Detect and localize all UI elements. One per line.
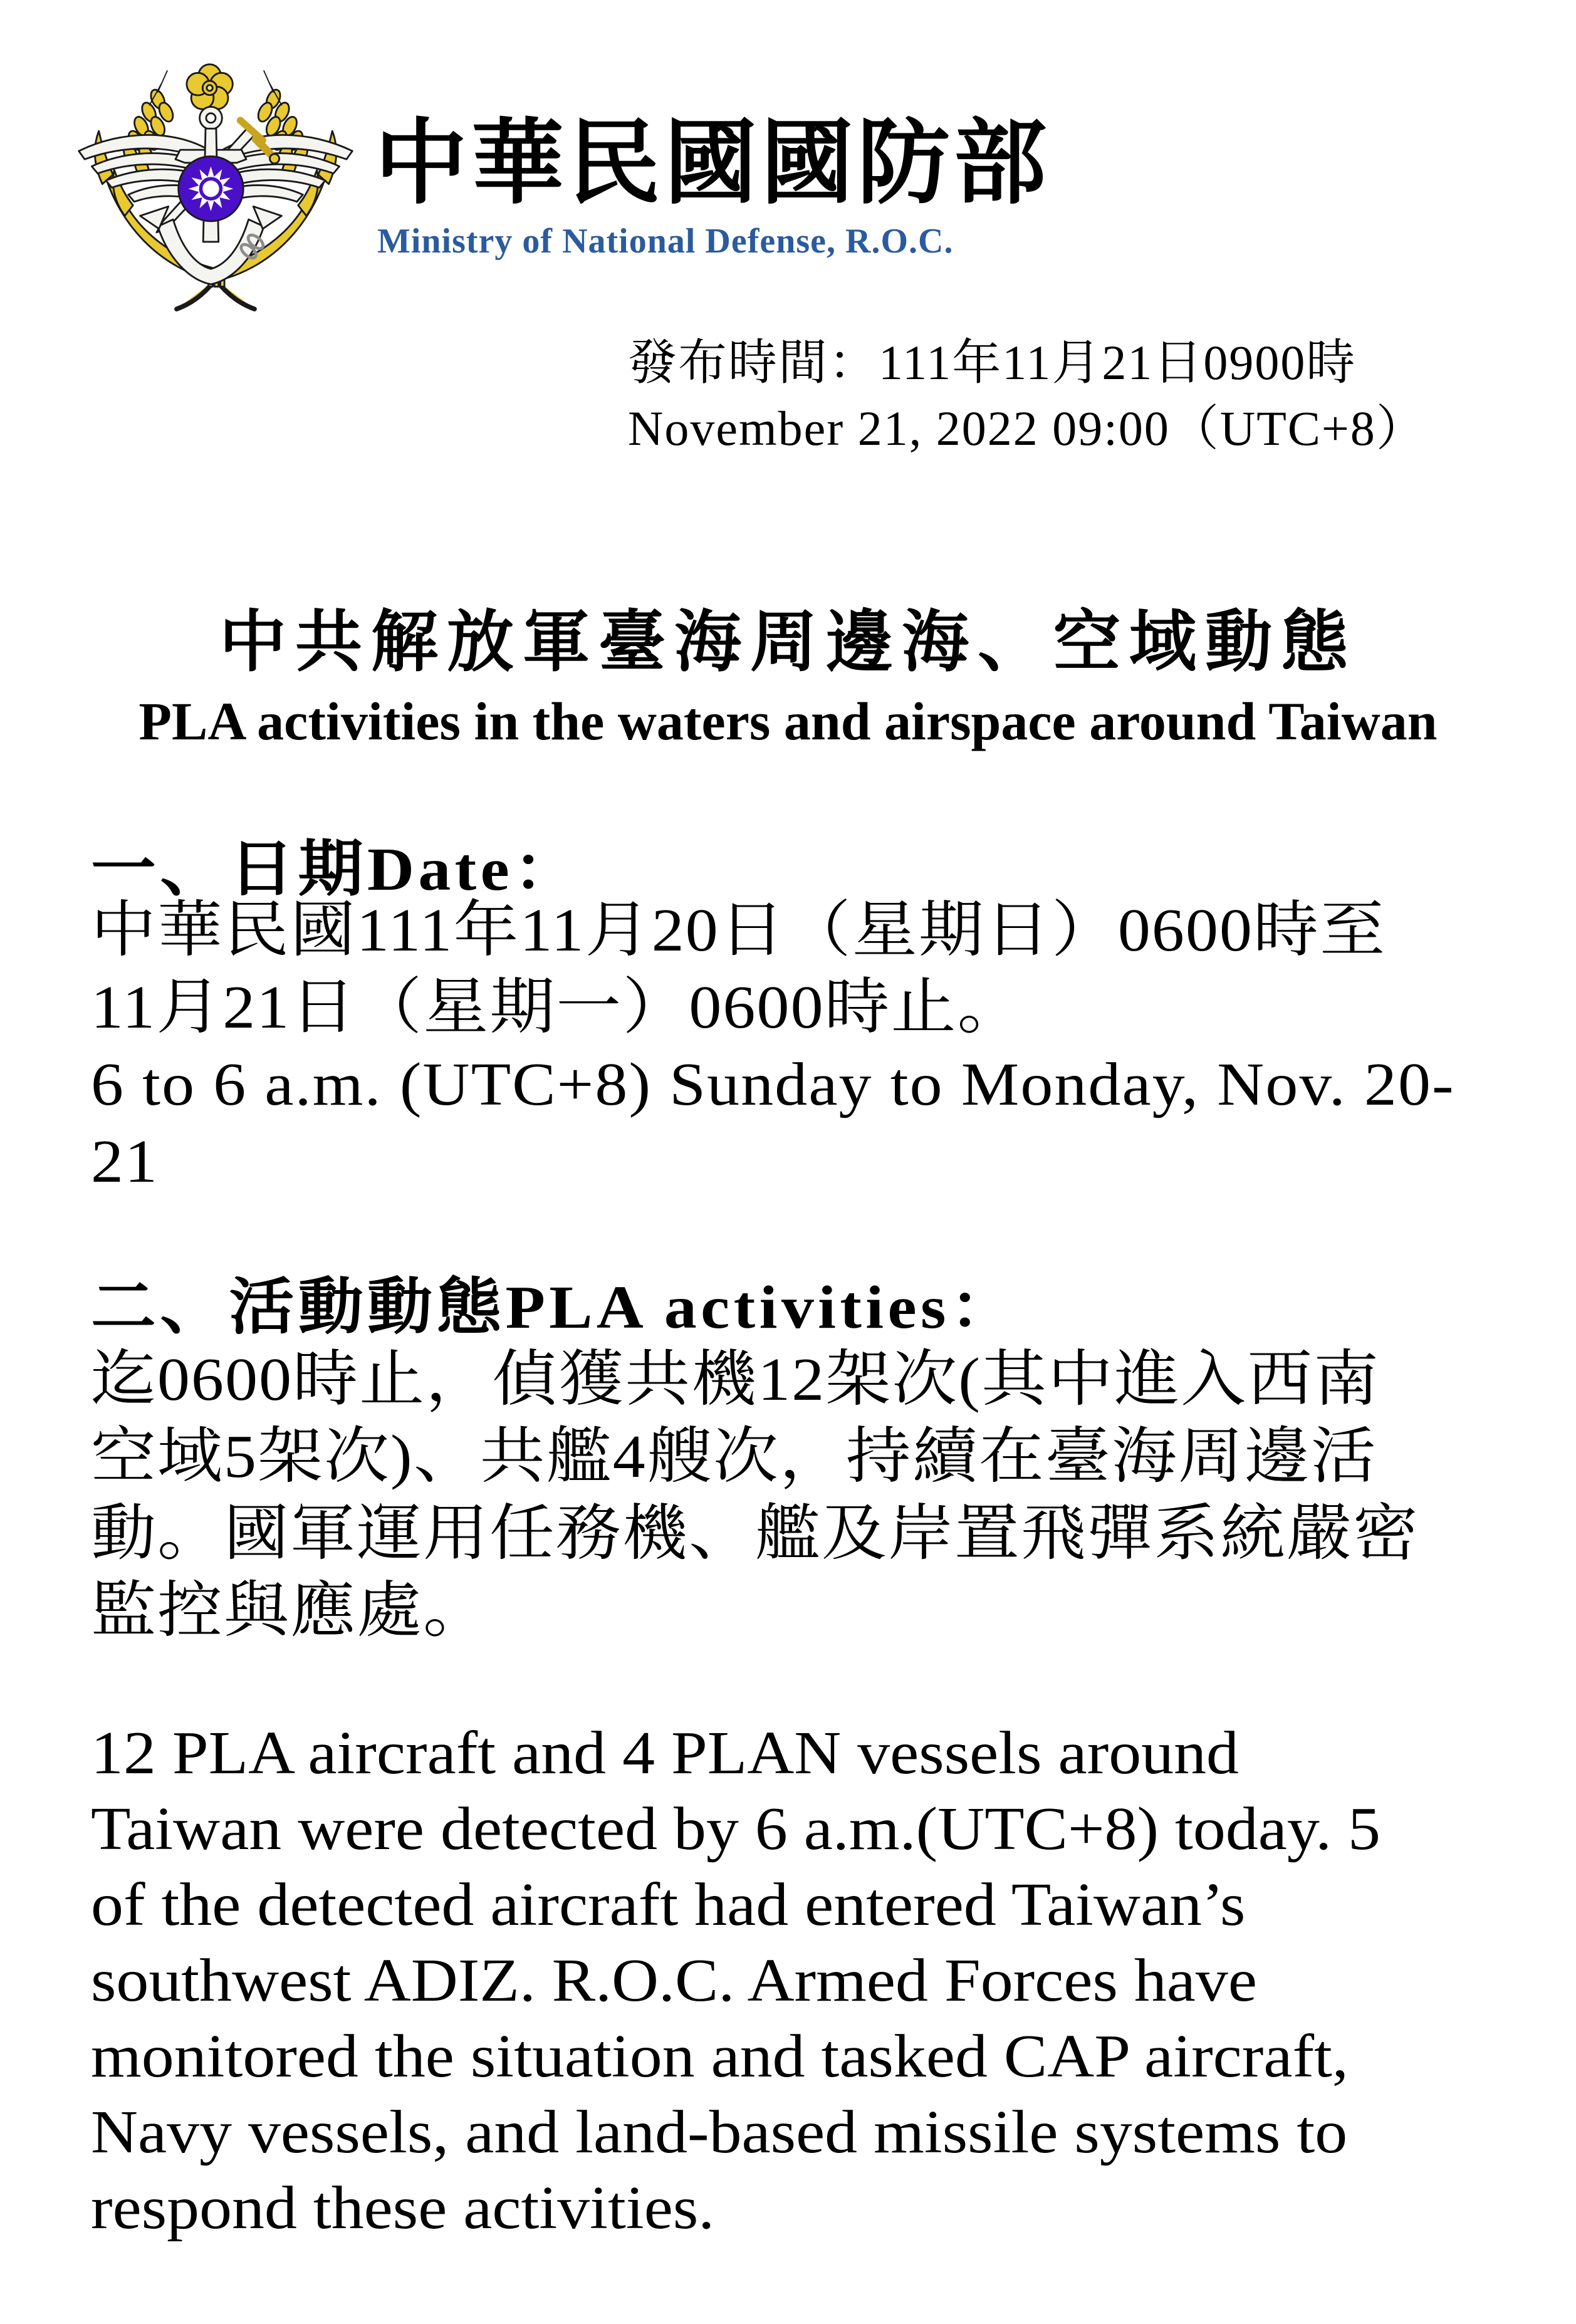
section-activities-heading: 二、活動動態PLA activities： <box>91 1274 1020 1342</box>
sun-disc-icon <box>179 156 244 221</box>
activity-line-zh: 空域5架次)、共艦4艘次，持續在臺海周邊活 <box>91 1423 1377 1491</box>
activity-line-en: 12 PLA aircraft and 4 PLAN vessels around <box>91 1719 1239 1787</box>
activity-line-en: monitored the situation and tasked CAP aircraft, <box>91 2023 1349 2090</box>
section-date-heading: 一、日期Date： <box>91 836 583 904</box>
activity-line-zh: 監控與應處。 <box>91 1577 490 1645</box>
org-name-en: Ministry of National Defense, R.O.C. <box>377 222 954 261</box>
doc-title-zh: 中共解放軍臺海周邊海、空域動態 <box>219 606 1357 680</box>
plum-blossom-icon <box>187 65 232 110</box>
date-line: 11月21日（星期一）0600時止。 <box>91 974 1024 1041</box>
date-line: 中華民國111年11月20日（星期日）0600時至 <box>91 897 1387 964</box>
section-date-body <box>91 892 1455 1201</box>
section-activities-body-zh <box>91 1342 1419 1650</box>
activity-line-en: Navy vessels, and land-based missile systems to <box>91 2098 1348 2166</box>
section-activities-body-en <box>91 1716 1380 2246</box>
mnd-emblem-graphic <box>61 61 370 321</box>
activity-line-zh: 迄0600時止，偵獲共機12架次(其中進入西南 <box>91 1346 1380 1414</box>
activity-line-en: respond these activities. <box>91 2174 715 2242</box>
activity-line-en: of the detected aircraft had entered Taiwan’s <box>91 1871 1246 1939</box>
release-time-block <box>628 330 1426 461</box>
org-name-zh: 中華民國國防部 <box>375 113 1050 216</box>
date-line: 21 <box>91 1128 159 1196</box>
doc-title-en: PLA activities in the waters and airspace around Taiwan <box>138 691 1438 751</box>
activity-line-zh: 動。國軍運用任務機、艦及岸置飛彈系統嚴密 <box>91 1500 1420 1568</box>
release-time-en: November 21, 2022 09:00（UTC+8） <box>628 401 1426 456</box>
activity-line-en: Taiwan were detected by 6 a.m.(UTC+8) today. 5 <box>91 1795 1380 1863</box>
activity-line-en: southwest ADIZ. R.O.C. Armed Forces have <box>91 1947 1257 2014</box>
mnd-emblem <box>61 61 370 321</box>
date-line: 6 to 6 a.m. (UTC+8) Sunday to Monday, Nov. 20- <box>91 1051 1455 1118</box>
release-time-zh: 發布時間：111年11月21日0900時 <box>628 335 1357 390</box>
